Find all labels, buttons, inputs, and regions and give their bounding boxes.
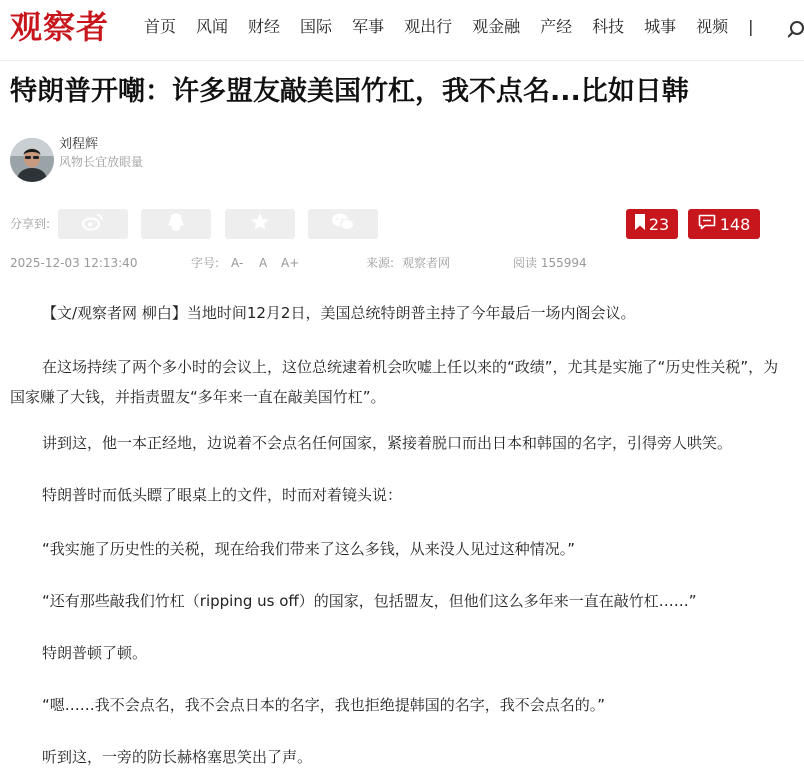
paragraph: 特朗普时而低头瞟了眼桌上的文件，时而对着镜头说： — [42, 486, 403, 504]
paragraph: 讲到这，他一本正经地，边说着不会点名任何国家，紧接着脱口而出日本和韩国的名字，引得旁人哄笑。 — [42, 434, 733, 452]
paragraph: 听到这，一旁的防长赫格塞思笑出了声。 — [42, 748, 313, 766]
wechat-icon — [331, 212, 355, 236]
favorite-button[interactable] — [225, 209, 295, 239]
like-count-button[interactable] — [626, 209, 678, 239]
source-name: 观察者网 — [402, 256, 451, 270]
nav-mobility[interactable]: 观出行 — [404, 17, 453, 36]
header-divider — [0, 60, 804, 61]
site-logo[interactable]: 观察者 — [10, 8, 110, 46]
comment-count: 148 — [719, 214, 751, 234]
share-wechat-button[interactable] — [308, 209, 378, 239]
share-qq-button[interactable] — [141, 209, 211, 239]
paragraph: “我实施了历史性的关税，现在给我们带来了这么多钱，从来没人见过这种情况。” — [42, 540, 576, 558]
bookmark-icon — [635, 214, 649, 234]
nav-home[interactable]: 首页 — [144, 17, 177, 36]
comment-icon — [698, 214, 720, 234]
font-size-default[interactable]: A — [259, 256, 268, 270]
nav-fengwen[interactable]: 风闻 — [196, 17, 229, 36]
top-navigation — [0, 0, 804, 56]
author-name[interactable]: 刘程辉 — [59, 137, 99, 152]
search-icon[interactable] — [788, 20, 804, 38]
read-count: 阅读 155994 — [513, 256, 587, 270]
paragraph: 特朗普顿了顿。 — [42, 644, 148, 662]
nav-city[interactable]: 城事 — [644, 17, 677, 36]
star-icon — [250, 212, 270, 236]
comment-count-button[interactable] — [688, 209, 760, 239]
qq-icon — [167, 212, 185, 236]
nav-military[interactable]: 军事 — [352, 17, 385, 36]
article-title: 特朗普开嘲：许多盟友敲美国竹杠，我不点名...比如日韩 — [10, 76, 689, 107]
nav-international[interactable]: 国际 — [300, 17, 333, 36]
share-label: 分享到: — [10, 217, 51, 231]
source-label: 来源: — [366, 256, 395, 270]
nav-finance[interactable]: 财经 — [248, 17, 281, 36]
weibo-icon — [82, 213, 104, 235]
author-avatar[interactable] — [10, 138, 54, 182]
author-description: 风物长宜放眼量 — [59, 155, 144, 169]
paragraph: 【文/观察者网 柳白】当地时间12月2日，美国总统特朗普主持了今年最后一场内阁会议。 — [42, 304, 636, 322]
main-nav — [144, 16, 754, 38]
font-size-decrease[interactable]: A- — [231, 256, 244, 270]
paragraph: 在这场持续了两个多小时的会议上，这位总统逮着机会吹嘘上任以来的“政绩”，尤其是实施了“历史性关税”，为国家赚了大钱，并指责盟友“多年来一直在敲美国竹杠”。 — [10, 358, 779, 406]
font-size-label: 字号: — [191, 256, 220, 270]
author-block — [10, 136, 410, 186]
nav-industry[interactable]: 产经 — [540, 17, 573, 36]
nav-separator: | — [748, 17, 754, 36]
like-count: 23 — [648, 214, 670, 234]
share-weibo-button[interactable] — [58, 209, 128, 239]
paragraph: “嗯……我不会点名，我不会点日本的名字，我也拒绝提韩国的名字，我不会点名的。” — [42, 696, 606, 714]
nav-video[interactable]: 视频 — [696, 17, 729, 36]
paragraph: “还有那些敲我们竹杠（ripping us off）的国家，包括盟友，但他们这么多年来一直在敲竹杠……” — [42, 592, 697, 610]
article-meta — [10, 254, 800, 272]
publish-time: 2025-12-03 12:13:40 — [10, 256, 138, 270]
nav-tech[interactable]: 科技 — [592, 17, 625, 36]
nav-banking[interactable]: 观金融 — [472, 17, 521, 36]
share-bar — [10, 209, 800, 239]
font-size-increase[interactable]: A+ — [281, 256, 300, 270]
